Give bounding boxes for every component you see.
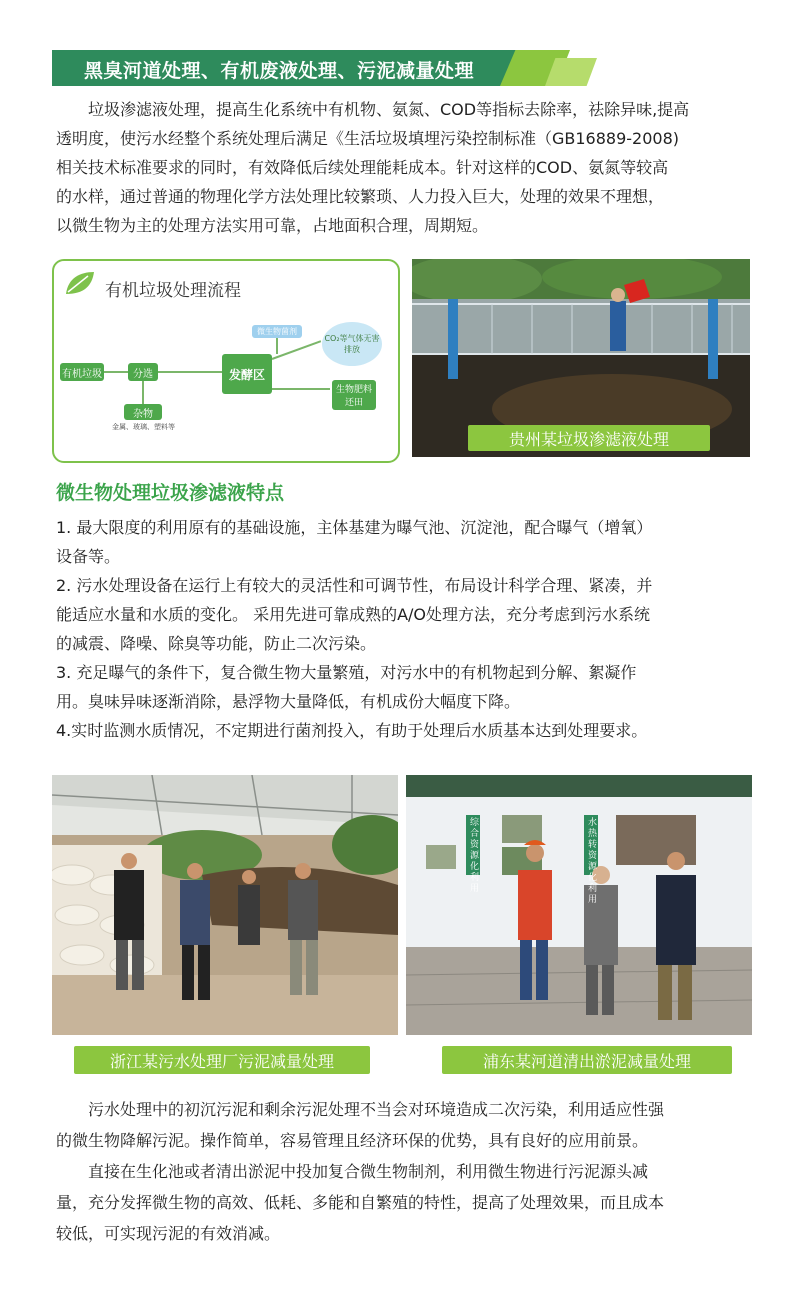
- flow-arrow-down: [276, 338, 278, 354]
- node-gas-emission: CO₂等气体无害排放: [322, 322, 382, 366]
- sludge-line: 较低，可实现污泥的有效消减。: [56, 1224, 281, 1243]
- node-ferment-zone: 发酵区: [222, 354, 272, 394]
- banner-title: 黑臭河道处理、有机废液处理、污泥减量处理: [84, 60, 475, 82]
- feature-line: 2. 污水处理设备在运行上有较大的灵活性和可调节性，布局设计科学合理、紧凑，并: [56, 576, 653, 595]
- intro-paragraph: [56, 95, 756, 240]
- pudong-sign-text: 水热转资源化利用: [588, 818, 598, 905]
- pudong-caption: 浦东某河道清出淤泥减量处理: [442, 1046, 732, 1074]
- features-title: 微生物处理垃圾渗滤液特点: [56, 482, 285, 504]
- guizhou-caption: 贵州某垃圾渗滤液处理: [468, 425, 710, 451]
- intro-line: 相关技术标准要求的同时，有效降低后续处理能耗成本。针对这样的COD、氨氮等较高: [56, 158, 669, 177]
- zhejiang-caption: 浙江某污水处理厂污泥减量处理: [74, 1046, 370, 1074]
- sludge-line: 量，充分发挥微生物的高效、低耗、多能和自繁殖的特性，提高了处理效果，而且成本: [56, 1193, 665, 1212]
- intro-line: 垃圾渗滤液处理，提高生化系统中有机物、氨氮、COD等指标去除率，祛除异味,提高: [88, 100, 690, 119]
- node-impurity: 杂物: [124, 404, 162, 420]
- node-microbe-agent: 微生物菌剂: [252, 325, 302, 338]
- flow-arrow: [104, 371, 128, 373]
- feature-line: 1. 最大限度的利用原有的基础设施，主体基建为曝气池、沉淀池，配合曝气（增氧）: [56, 518, 653, 537]
- flow-arrow: [272, 388, 330, 390]
- feature-line: 3. 充足曝气的条件下，复合微生物大量繁殖，对污水中的有机物起到分解、絮凝作: [56, 663, 637, 682]
- feature-line: 设备等。: [56, 547, 121, 566]
- leaf-icon: [64, 270, 96, 296]
- feature-line: 的减震、降噪、除臭等功能，防止二次污染。: [56, 634, 377, 653]
- sludge-line: 直接在生化池或者清出淤泥中投加复合微生物制剂，利用微生物进行污泥源头减: [88, 1162, 649, 1181]
- node-sort: 分选: [128, 363, 158, 381]
- flow-arrow: [158, 371, 222, 373]
- intro-line: 透明度，使污水经整个系统处理后满足《生活垃圾填埋污染控制标准（GB16889-2008): [56, 129, 680, 148]
- sludge-paragraph: [56, 1094, 756, 1249]
- feature-line: 用。臭味异味逐渐消除，悬浮物大量降低，有机成份大幅度下降。: [56, 692, 521, 711]
- flow-title: 有机垃圾处理流程: [105, 281, 241, 301]
- pudong-sign-text: 综合资源化利用: [470, 818, 480, 894]
- intro-line: 以微生物为主的处理方法实用可靠，占地面积合理，周期短。: [56, 216, 489, 235]
- feature-line: 4.实时监测水质情况，不定期进行菌剂投入，有助于处理后水质基本达到处理要求。: [56, 721, 648, 740]
- pudong-photo: [406, 775, 752, 1035]
- impurity-note: 金属、玻璃、塑料等: [112, 423, 175, 431]
- node-organic-waste: 有机垃圾: [60, 363, 104, 381]
- features-list: [56, 513, 756, 745]
- intro-line: 的水样，通过普通的物理化学方法处理比较繁琐、人力投入巨大，处理的效果不理想，: [56, 187, 665, 206]
- zhejiang-photo: [52, 775, 398, 1035]
- node-bio-fertilizer: 生物肥料还田: [332, 380, 376, 410]
- flow-arrow-down: [142, 381, 144, 405]
- sludge-line: 污水处理中的初沉污泥和剩余污泥处理不当会对环境造成二次污染，利用适应性强: [88, 1100, 665, 1119]
- feature-line: 能适应水量和水质的变化。 采用先进可靠成熟的A/O处理方法，充分考虑到污水系统: [56, 605, 651, 624]
- sludge-line: 的微生物降解污泥。操作简单，容易管理且经济环保的优势，具有良好的应用前景。: [56, 1131, 649, 1150]
